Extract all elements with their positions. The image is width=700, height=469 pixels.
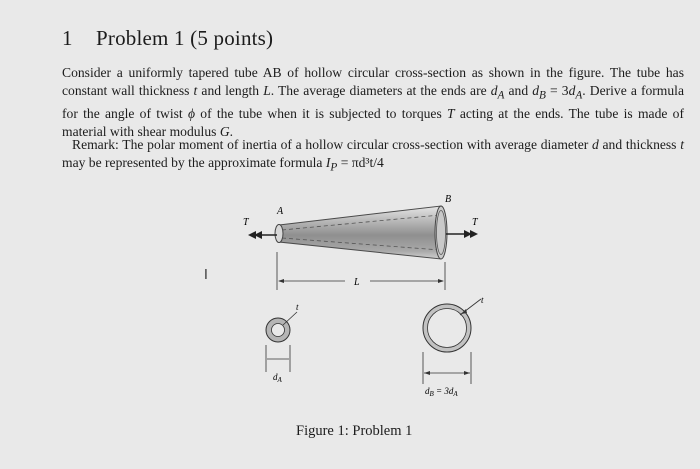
label-B: B: [445, 194, 452, 205]
text-run: Consider a uniformly tapered tube AB of hollow circular cross-section as shown in the figure. The tube has constant wall thickness: [62, 65, 684, 98]
section-A-inner: [272, 324, 285, 337]
var-d: d: [592, 137, 599, 152]
formula: = πd³t/4: [337, 155, 384, 170]
text-run: and: [504, 83, 533, 98]
label-T-right: T: [472, 217, 478, 228]
dim-dB-arrow-right: [464, 371, 470, 375]
sub-B: B: [539, 89, 546, 102]
section-A-thickness-leader: [283, 312, 297, 325]
label-dB-eq: $d_B = 3d_A$: [425, 386, 458, 398]
var-dA: d: [568, 83, 576, 98]
problem-number: 1: [62, 26, 73, 50]
dim-L-arrow-right: [438, 279, 444, 283]
problem-title: Problem 1 (5 points): [96, 26, 274, 50]
text-run: acting at the ends. The tube is made of material with shear modulus: [62, 105, 685, 139]
label-t-small: t: [296, 302, 299, 312]
end-A-face: [275, 225, 283, 243]
text-run: = 3: [545, 83, 569, 98]
var-phi: ϕ: [187, 105, 196, 121]
var-I: I: [325, 155, 331, 170]
var-t: t: [680, 137, 684, 152]
text-run: . Derive a formula for the angle of twist: [62, 83, 684, 121]
text-run: and length: [197, 83, 264, 98]
var-t: t: [193, 83, 198, 98]
figure-caption: Figure 1: Problem 1: [296, 423, 413, 439]
text-run: Remark: The polar moment of inertia of a hollow circular cross-section with average diameter: [72, 137, 592, 152]
text-run: of the tube when it is subjected to torques: [195, 105, 447, 121]
tube-body: [279, 206, 441, 259]
var-dB: d: [532, 83, 540, 98]
sub-A: A: [497, 89, 505, 102]
label-t-large: t: [481, 295, 484, 305]
sub-P: P: [330, 161, 338, 174]
label-L: L: [354, 277, 360, 288]
label-A: A: [277, 206, 284, 217]
var-T: T: [447, 105, 455, 121]
sub-A: A: [575, 89, 583, 102]
dim-L-arrow-left: [278, 279, 284, 283]
var-G: G: [219, 123, 230, 139]
text-run: .: [229, 123, 234, 139]
var-dA: d: [490, 83, 498, 98]
dim-dB-arrow-left: [424, 371, 430, 375]
label-dA: $d_A$: [273, 372, 282, 384]
text-cursor-icon: I: [204, 268, 208, 283]
var-L: L: [263, 83, 271, 98]
label-T-left: T: [243, 217, 249, 228]
text-run: may be represented by the approximate formula: [62, 155, 326, 170]
text-run: and thickness: [598, 137, 681, 152]
text-run: . The average diameters at the ends are: [270, 83, 491, 98]
